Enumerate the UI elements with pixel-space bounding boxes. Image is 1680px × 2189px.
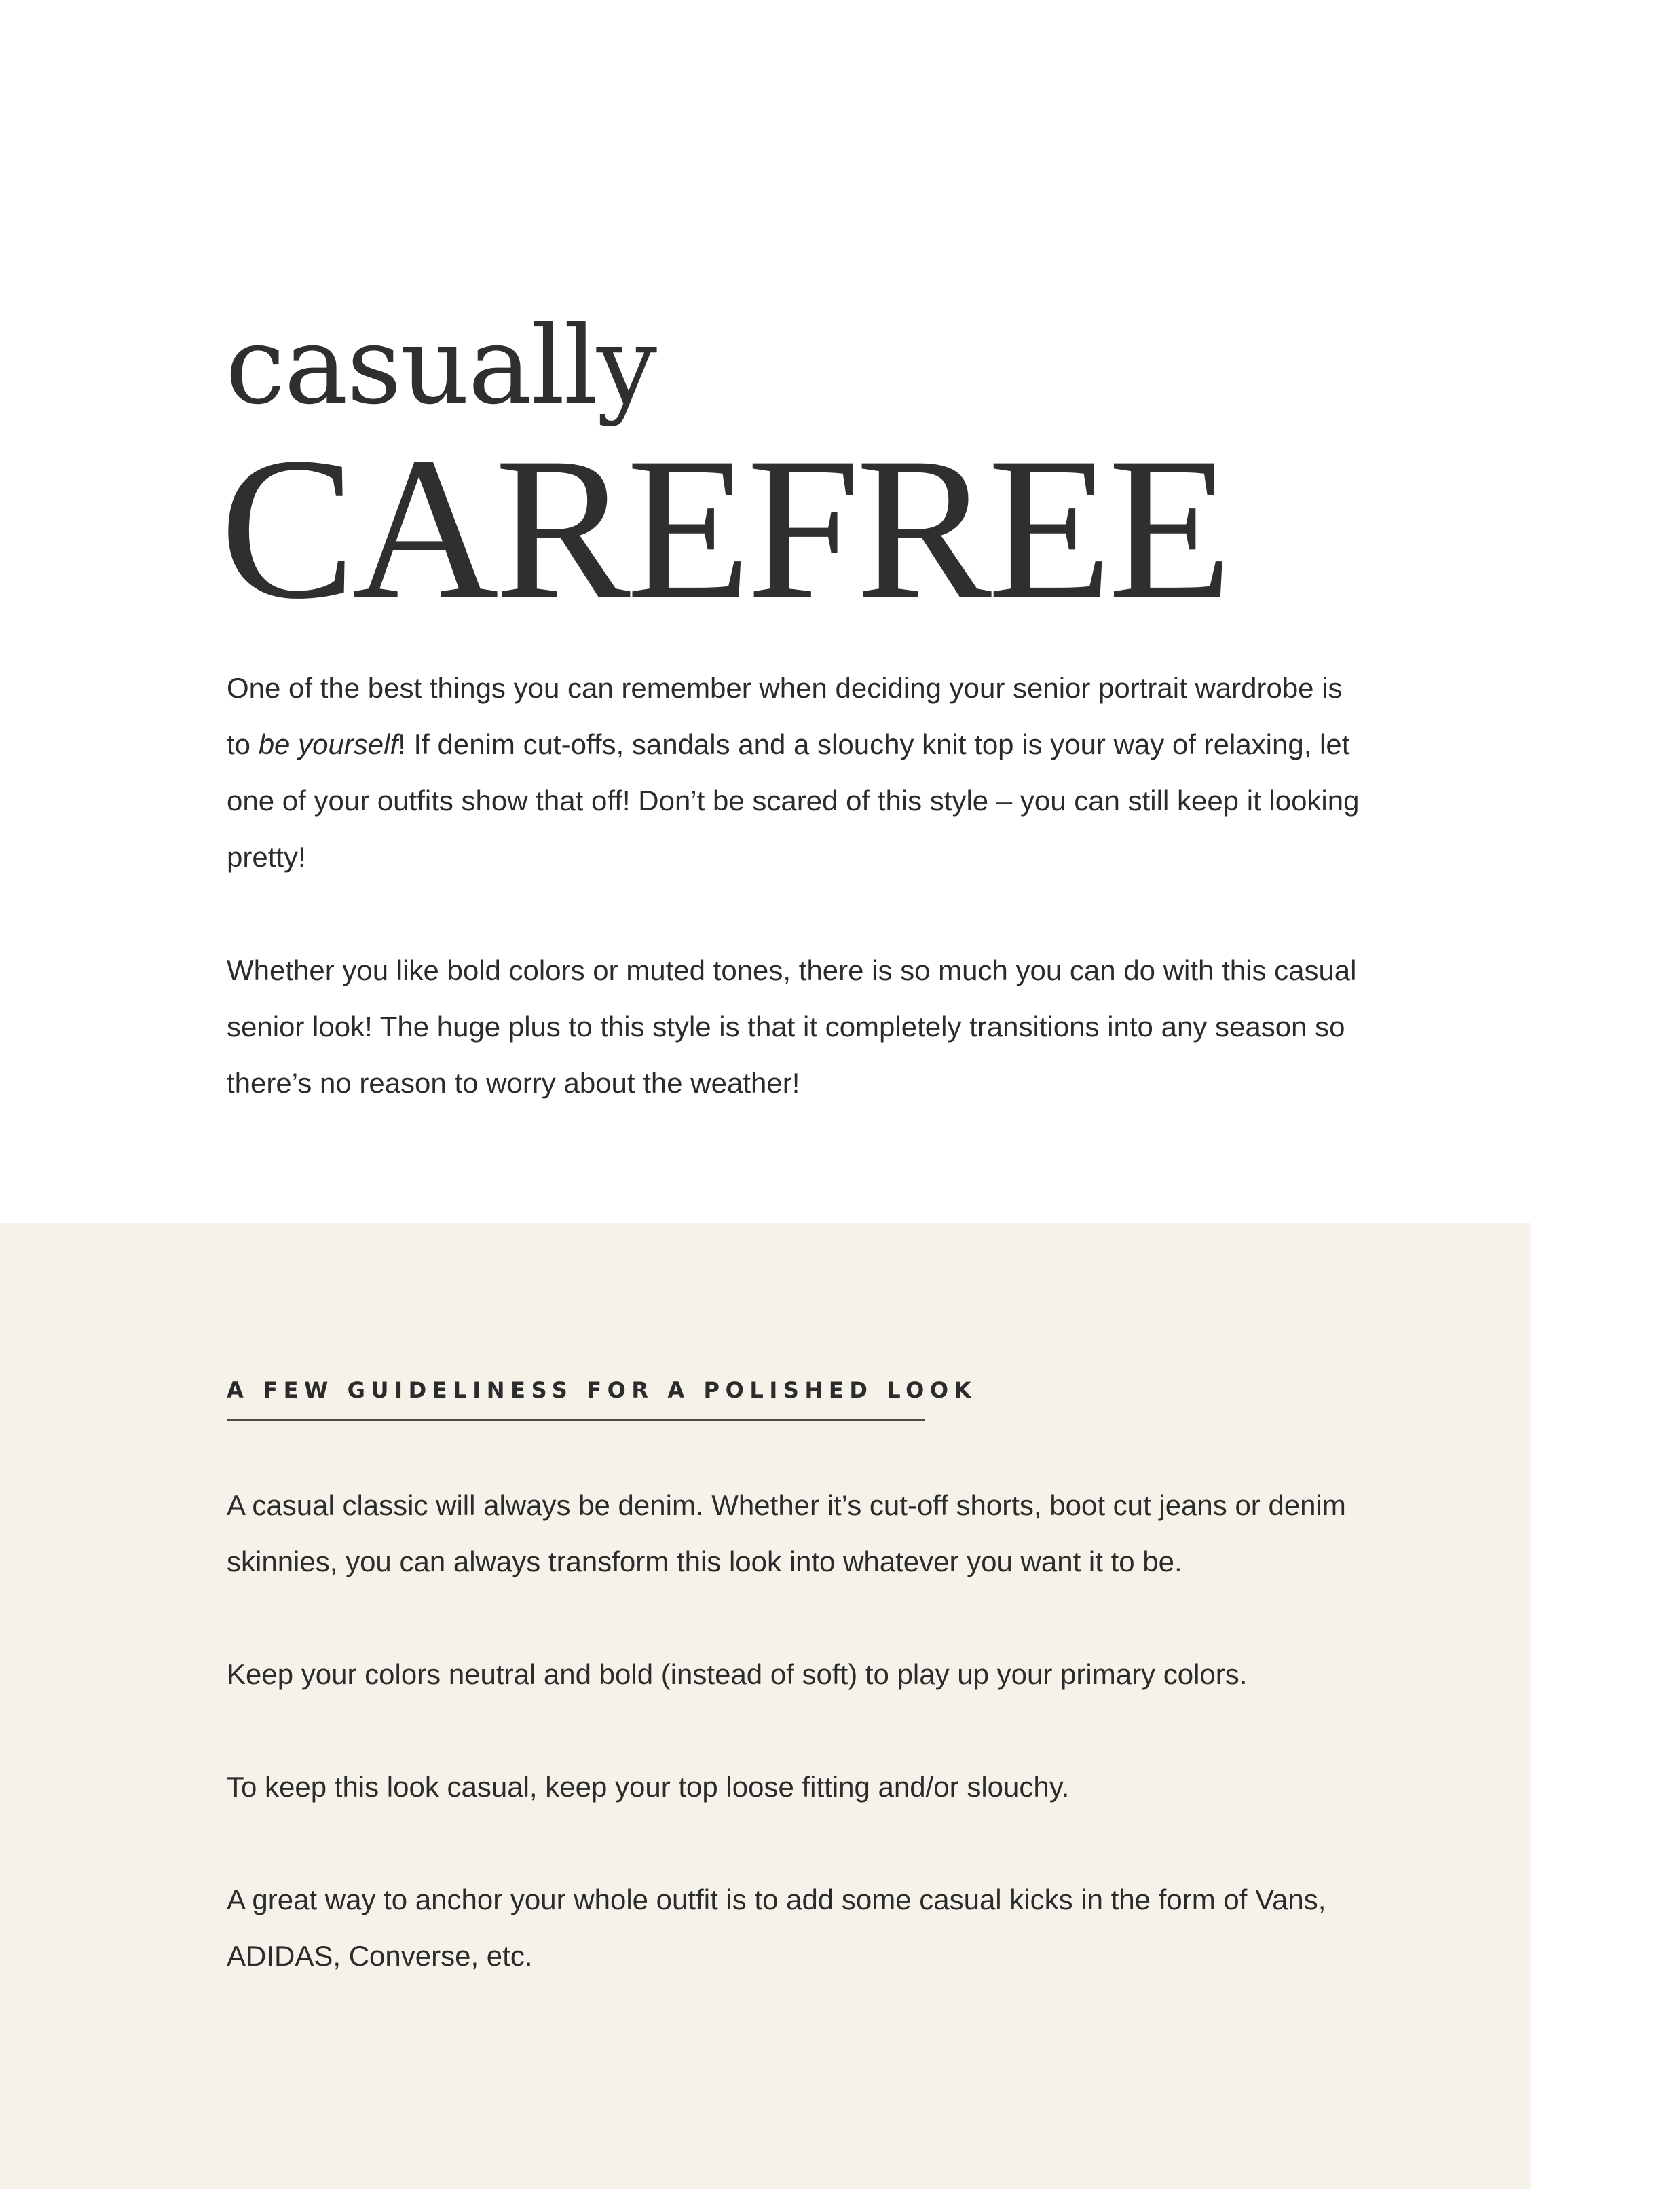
title-carefree: CAREFREE (220, 415, 1229, 641)
title-casually: casually (225, 303, 656, 428)
guideline-item: A casual classic will always be denim. Whether it’s cut-off shorts, boot cut jeans or denim skinnies, you can always transform this look into whatever you want it to be. (227, 1489, 1346, 1577)
intro-paragraph-1 (227, 660, 1367, 885)
guidelines-section (0, 1223, 1531, 2189)
guideline-item: A great way to anchor your whole outfit is to add some casual kicks in the form of Vans, ADIDAS, Converse, etc. (227, 1884, 1326, 1972)
intro-paragraph-1-part-1: One of the best things you can remember when deciding your senior portrait wardrobe is to (227, 672, 1343, 760)
guidelines-heading: A FEW GUIDELINESS FOR A POLISHED LOOK (227, 1377, 977, 1403)
guideline-item: To keep this look casual, keep your top loose fitting and/or slouchy. (227, 1771, 1070, 1803)
intro-paragraph-1-part-2: ! If denim cut-offs, sandals and a slouchy knit top is your way of relaxing, let one of your outfits show that off! Don’t be scared of this style – you can still keep it looking pretty! (227, 728, 1360, 873)
intro-emphasis: be yourself (258, 728, 398, 760)
heading-underline (227, 1419, 925, 1421)
intro-paragraph-2: Whether you like bold colors or muted tones, there is so much you can do with this casual senior look! The huge plus to this style is that it completely transitions into any season so there’s no reason to worry about the weather! (227, 954, 1357, 1099)
guideline-item: Keep your colors neutral and bold (instead of soft) to play up your primary colors. (227, 1658, 1248, 1690)
